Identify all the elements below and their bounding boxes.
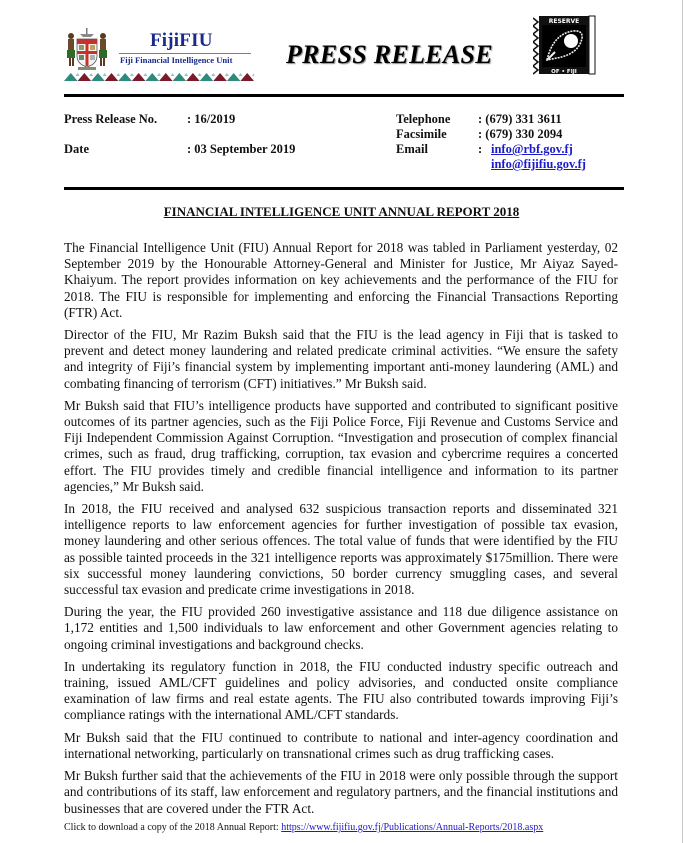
- border-accent-triangle: [225, 73, 229, 76]
- header-divider-top: [64, 94, 624, 97]
- border-triangle: [91, 73, 105, 81]
- border-triangle: [78, 73, 92, 81]
- border-accent-triangle: [89, 73, 93, 76]
- border-triangle: [173, 73, 187, 81]
- border-accent-triangle: [76, 73, 80, 76]
- body-paragraph: In undertaking its regulatory function in 2018, the FIU conducted industry specific outreach and training, issued AML/CFT guidelines and policy advisories, and conducted onsite compliance examination of law firms and real estate agents. The FIU also contributed towards improving Fiji’s compliance ratings with the international AML/CFT standards.: [64, 658, 618, 723]
- border-accent-triangle: [252, 73, 254, 76]
- border-accent-triangle: [211, 73, 215, 76]
- facsimile-value: : (679) 330 2094: [478, 127, 563, 141]
- seal-text-bottom: OF • FIJI: [551, 69, 577, 75]
- body-paragraph: Mr Buksh said that FIU’s intelligence products have supported and contributed to significant positive outcomes of its partner agencies, such as the Fiji Police Force, Fiji Revenue and Customs Service and Fiji Independent Commission Against Corruption. “Investigation and prosecution of complex financial crimes, such as fraud, drug trafficking, corruption, tax evasion and cybercrime requires a concerted effort. The FIU provides timely and credible financial intelligence and information to its partner agencies,” Mr Buksh said.: [64, 397, 618, 494]
- press-release-number-label: Press Release No.: [64, 112, 158, 126]
- reserve-bank-of-fiji-seal-icon: [533, 14, 597, 78]
- email-link-fijifiu[interactable]: info@fijifiu.gov.fj: [491, 157, 586, 171]
- seal-text-top: RESERVE: [548, 18, 580, 25]
- email-link-rbf[interactable]: info@rbf.gov.fj: [491, 142, 573, 156]
- body-paragraph: Mr Buksh said that the FIU continued to contribute to national and inter-agency coordination and international networking, particularly on transnational crimes such as drug trafficking cases.: [64, 729, 618, 761]
- border-triangle: [105, 73, 119, 81]
- telephone-label: Telephone: [396, 112, 451, 126]
- border-triangle: [186, 73, 200, 81]
- border-triangle: [213, 73, 227, 81]
- email-label: Email: [396, 142, 428, 156]
- decorative-triangle-border: [64, 72, 254, 81]
- border-accent-triangle: [171, 73, 175, 76]
- document-type-heading: PRESS RELEASE: [286, 40, 493, 69]
- brand-title: FijiFIU: [150, 30, 213, 51]
- press-release-body: [64, 240, 618, 823]
- border-accent-triangle: [157, 73, 161, 76]
- fijifiu-logo: [64, 26, 254, 80]
- border-accent-triangle: [116, 73, 120, 76]
- border-triangle: [132, 73, 146, 81]
- border-triangle: [118, 73, 132, 81]
- border-triangle: [240, 73, 254, 81]
- body-paragraph: During the year, the FIU provided 260 investigative assistance and 118 due diligence assistance on 1,172 entities and 1,500 individuals to law enforcement and other Government agencies relating to ongoing criminal investigations and background checks.: [64, 604, 618, 652]
- border-accent-triangle: [238, 73, 242, 76]
- email-colon: :: [478, 142, 483, 156]
- border-accent-triangle: [103, 73, 107, 76]
- border-triangle: [227, 73, 241, 81]
- border-triangle: [159, 73, 173, 81]
- fiji-coat-of-arms-icon: [64, 26, 110, 72]
- document-title: FINANCIAL INTELLIGENCE UNIT ANNUAL REPORT 2018: [163, 204, 520, 219]
- body-paragraph: Director of the FIU, Mr Razim Buksh said that the FIU is the lead agency in Fiji that is tasked to prevent and detect money laundering and related predicate criminal activities. “We ensure the safety and integrity of Fiji’s financial system by implementing important anti-money laundering (AML) and combating financing of terrorism (CFT) initiatives.” Mr Buksh said.: [64, 327, 618, 391]
- border-accent-triangle: [143, 73, 147, 76]
- date-value: : 03 September 2019: [187, 142, 296, 156]
- annual-report-download-link[interactable]: https://www.fijifiu.gov.fj/Publications/Annual-Reports/2018.aspx: [281, 822, 544, 833]
- download-label: Click to download a copy of the 2018 Annual Report:: [64, 822, 282, 833]
- border-triangle: [200, 73, 214, 81]
- body-paragraph: In 2018, the FIU received and analysed 632 suspicious transaction reports and disseminated 321 intelligence reports to law enforcement agencies for further investigation of possible tax evasion, money laundering and other serious offences. The total value of funds that were identified by the FIU as possible tainted proceeds in the 321 intelligence reports was approximately $175million. There were six successful money laundering convictions, 50 border currency smuggling cases, and several successful tax evasion and predicate crime investigations in 2018.: [64, 501, 618, 598]
- facsimile-label: Facsimile: [396, 127, 447, 141]
- header-divider-bottom: [64, 187, 624, 190]
- border-accent-triangle: [130, 73, 134, 76]
- border-triangle: [145, 73, 159, 81]
- press-release-number-value: : 16/2019: [187, 112, 236, 126]
- body-paragraph: The Financial Intelligence Unit (FIU) Annual Report for 2018 was tabled in Parliament yesterday, 02 September 2019 by the Honourable Attorney-General and Minister for Justice, Mr Aiyaz Sayed-Khaiyum. The report provides information on key achievements and the performance of the FIU for 2018. The FIU is responsible for implementing and enforcing the Financial Transactions Reporting (FTR) Act.: [64, 240, 618, 320]
- date-label: Date: [64, 142, 89, 156]
- body-paragraph: Mr Buksh further said that the achievements of the FIU in 2018 were only possible through the support and contributions of its staff, law enforcement and regulatory partners, and the financial institutions and businesses that are covered under the FTR Act.: [64, 768, 618, 816]
- brand-subtitle: Fiji Financial Intelligence Unit: [120, 55, 233, 65]
- border-accent-triangle: [198, 73, 202, 76]
- brand-divider: [119, 53, 251, 54]
- border-triangle: [64, 73, 78, 81]
- border-accent-triangle: [184, 73, 188, 76]
- telephone-value: : (679) 331 3611: [478, 112, 562, 126]
- download-note: [64, 822, 543, 833]
